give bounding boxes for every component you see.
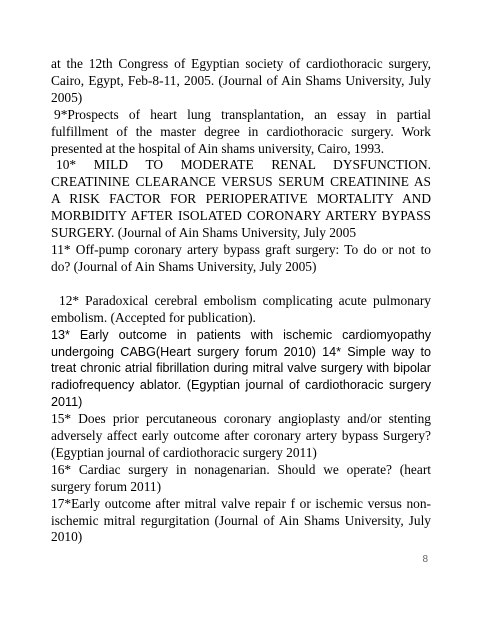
publication-item-17: 17*Early outcome after mitral valve repair f or ischemic versus non-ischemic mitral regurgitation (Journal of Ain Shams University, July 2010) [51,495,431,545]
publication-item-12: 12* Paradoxical cerebral embolism complicating acute pulmonary embolism. (Accepted for publication). [51,292,431,325]
publication-item-15: 15* Does prior percutaneous coronary angioplasty and/or stenting adversely affect early outcome after coronary artery bypass Surgery? (Egyptian journal of cardiothoracic surgery 2011) [51,411,431,460]
publication-item-16: 16* Cardiac surgery in nonagenarian. Should we operate? (heart surgery forum 2011) [51,461,431,494]
publication-paragraph-8-cont: at the 12th Congress of Egyptian society of cardiothoracic surgery, Cairo, Egypt, Feb-8-11, 2005. (Journal of Ain Shams University, July 2005) [51,56,431,105]
publication-item-11: 11* Off-pump coronary artery bypass graft surgery: To do or not to do? (Journal of Ain Shams University, July 2005) [51,241,431,274]
page-number: 8 [422,554,428,565]
publication-item-9: 9*Prospects of heart lung transplantation, an essay in partial fulfillment of the master degree in cardiothoracic surgery. Work presented at the hospital of Ain shams university, Cairo, 1993. [51,106,431,156]
publication-item-13-14: 13* Early outcome in patients with ischemic cardiomyopathy undergoing CABG(Heart surgery forum 2010) 14* Simple way to treat chronic atrial fibrillation during mitral valve surgery with bipolar radiofrequency ablator. (Egyptian journal of cardiothoracic surgery 2011) [51,327,431,410]
paragraph-gap [51,276,431,293]
publication-item-10: 10* MILD TO MODERATE RENAL DYSFUNCTION. CREATININE CLEARANCE VERSUS SERUM CREATININE AS A RISK FACTOR FOR PERIOPERATIVE MORTALITY AND MORBIDITY AFTER ISOLATED CORONARY ARTERY BYPASS SURGERY. (Journal of Ain Shams University, July 2005 [51,157,431,241]
publication-list [51,56,431,546]
